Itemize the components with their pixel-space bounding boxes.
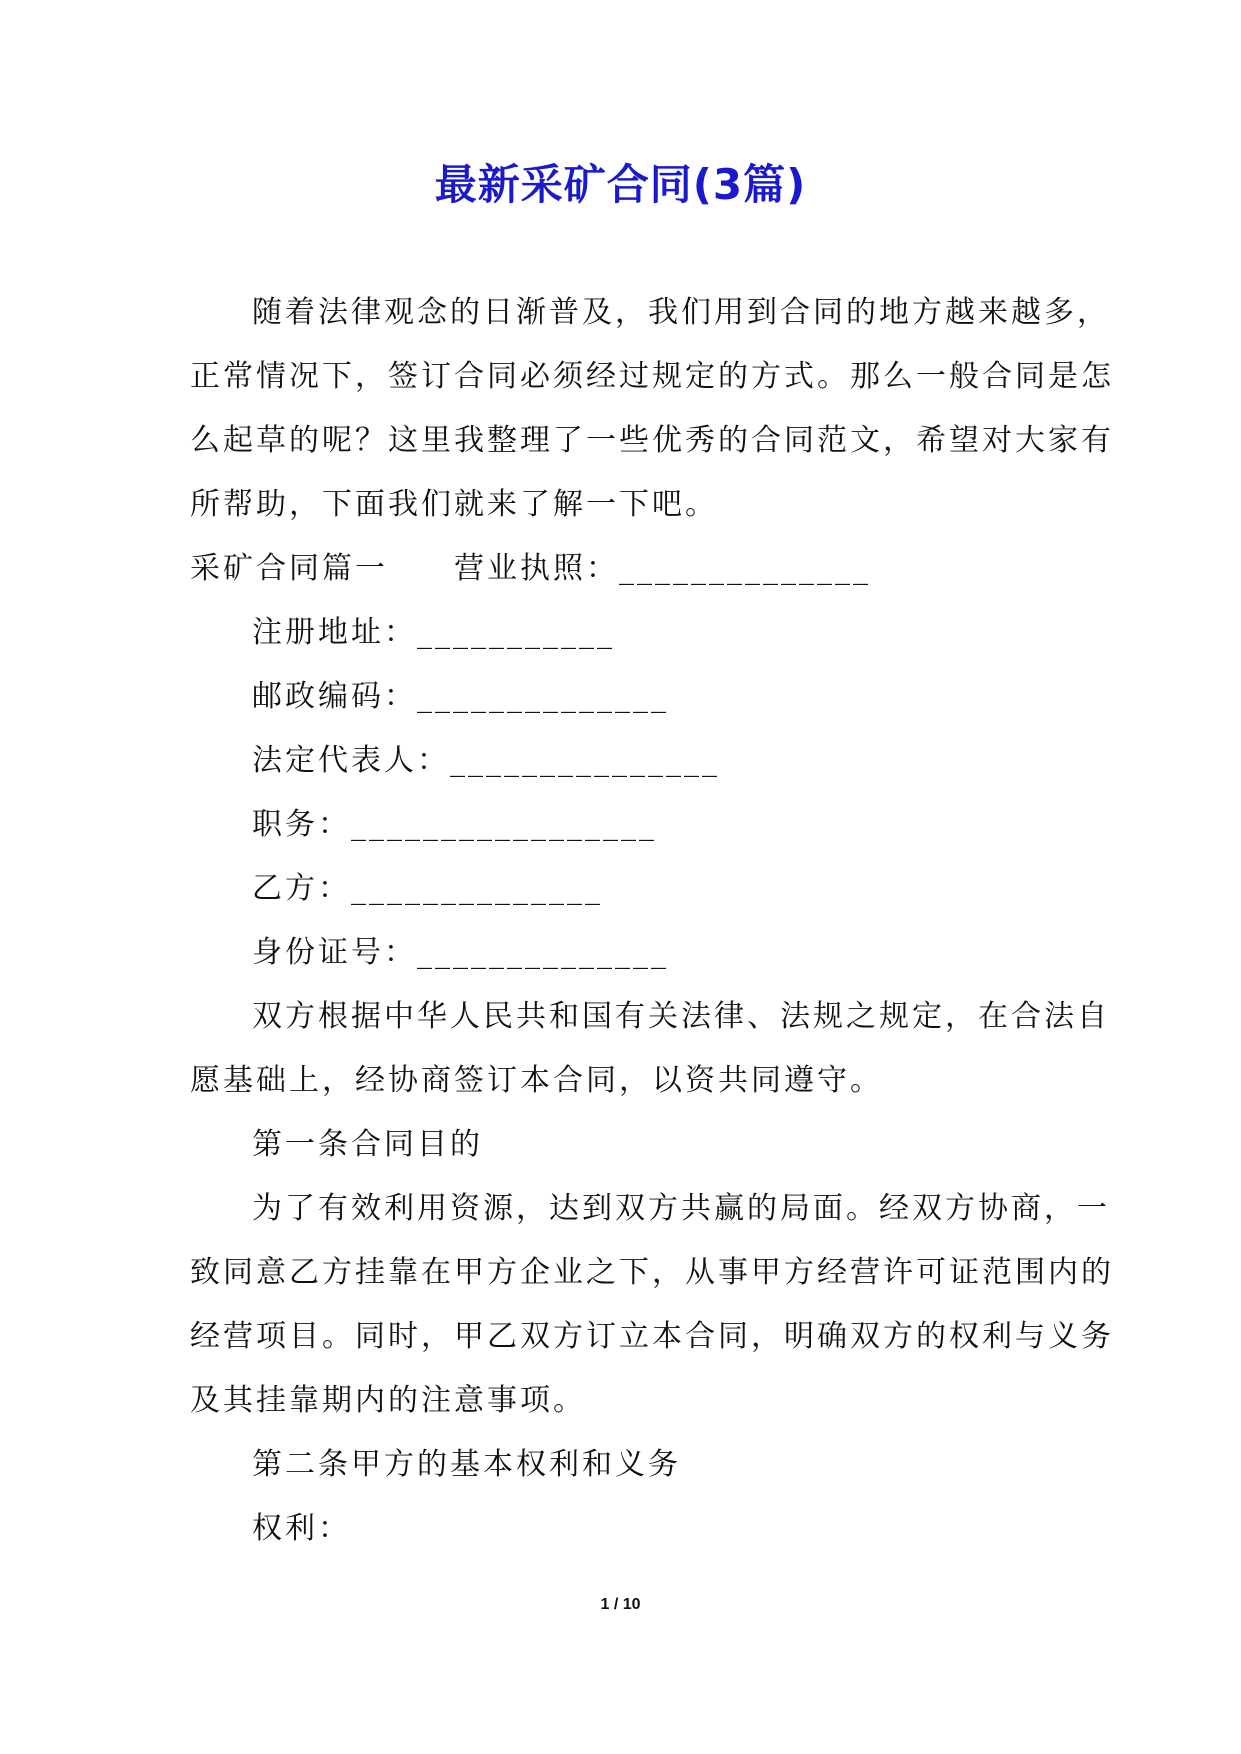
form-field-line: 法定代表人：_______________	[252, 743, 720, 778]
paragraph-line: 权利：	[252, 1511, 351, 1546]
paragraph-line: 随着法律观念的日渐普及，我们用到合同的地方越来越多，	[252, 295, 1110, 330]
form-field-line: 注册地址：___________	[252, 615, 615, 650]
paragraph-line: 双方根据中华人民共和国有关法律、法规之规定，在合法自	[252, 999, 1110, 1034]
paragraph-line: 么起草的呢？这里我整理了一些优秀的合同范文，希望对大家有	[190, 423, 1114, 458]
page-number: 1 / 10	[600, 1596, 641, 1613]
article-heading-line: 第二条甲方的基本权利和义务	[252, 1447, 681, 1482]
article-heading-line: 第一条合同目的	[252, 1127, 483, 1162]
document-title: 最新采矿合同(3篇)	[434, 160, 807, 209]
paragraph-line: 致同意乙方挂靠在甲方企业之下，从事甲方经营许可证范围内的	[190, 1255, 1114, 1290]
paragraph-line: 所帮助，下面我们就来了解一下吧。	[190, 487, 718, 522]
form-field-line: 乙方：______________	[252, 871, 603, 906]
form-field-line: 职务：_________________	[252, 807, 657, 842]
paragraph-line: 正常情况下，签订合同必须经过规定的方式。那么一般合同是怎	[190, 359, 1114, 394]
paragraph-line: 经营项目。同时，甲乙双方订立本合同，明确双方的权利与义务	[190, 1319, 1114, 1354]
paragraph-line: 及其挂靠期内的注意事项。	[190, 1383, 586, 1418]
form-field-line: 邮政编码：______________	[252, 679, 669, 714]
paragraph-line: 为了有效利用资源，达到双方共赢的局面。经双方协商，一	[252, 1191, 1110, 1226]
form-field-line: 身份证号：______________	[252, 935, 669, 970]
paragraph-line: 愿基础上，经协商签订本合同，以资共同遵守。	[190, 1063, 883, 1098]
section-heading-line: 采矿合同篇一 营业执照：______________	[190, 551, 871, 586]
